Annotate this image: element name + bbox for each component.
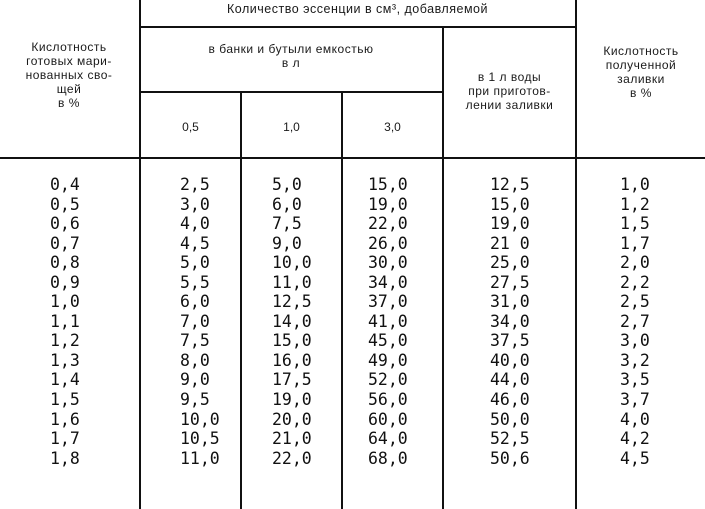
divider-col3: [341, 92, 343, 509]
cell-result-acidity: 3,5: [620, 370, 650, 390]
cell-result-acidity: 1,2: [620, 194, 650, 214]
rule-header-bottom: [0, 157, 705, 159]
cell-result-acidity: 3,0: [620, 331, 650, 351]
cell-source-acidity: 0,9: [50, 272, 80, 292]
cell-jar-3-0: 30,0: [368, 253, 408, 273]
cell-result-acidity: 3,2: [620, 350, 650, 370]
cell-jar-1-0: 9,0: [272, 233, 302, 253]
cell-jar-1-0: 15,0: [272, 331, 312, 351]
cell-water: 31,0: [490, 292, 530, 312]
cell-jar-0-5: 2,5: [180, 175, 210, 194]
cell-water: 12,5: [490, 175, 530, 194]
cell-source-acidity: 1,5: [50, 390, 80, 410]
cell-result-acidity: 2,2: [620, 272, 650, 292]
cell-water: 25,0: [490, 253, 530, 273]
cell-result-acidity: 1,7: [620, 233, 650, 253]
cell-jar-0-5: 7,5: [180, 331, 210, 351]
cell-result-acidity: 1,0: [620, 175, 650, 194]
cell-result-acidity: 2,0: [620, 253, 650, 273]
cell-jar-1-0: 21,0: [272, 429, 312, 449]
cell-water: 34,0: [490, 311, 530, 331]
cell-jar-1-0: 11,0: [272, 272, 312, 292]
cell-result-acidity: 3,7: [620, 390, 650, 410]
cell-jar-1-0: 6,0: [272, 194, 302, 214]
cell-water: 46,0: [490, 390, 530, 410]
header-source-acidity: Кислотность готовых мари- нованных сво- щей в %: [25, 40, 113, 110]
group-title: Количество эссенции в см³, добавляемой: [227, 2, 488, 16]
cell-water: 52,5: [490, 429, 530, 449]
cell-jar-0-5: 4,5: [180, 233, 210, 253]
cell-result-acidity: 4,2: [620, 429, 650, 449]
column-jar-0-5: [180, 175, 220, 468]
cell-result-acidity: 2,5: [620, 292, 650, 312]
cell-water: 37,5: [490, 331, 530, 351]
column-result-acidity: [620, 175, 650, 468]
cell-jar-0-5: 4,0: [180, 214, 210, 234]
cell-jar-3-0: 22,0: [368, 214, 408, 234]
header-water: в 1 л воды при приготов- лении заливки: [465, 70, 554, 112]
cell-source-acidity: 1,6: [50, 409, 80, 429]
cell-jar-3-0: 52,0: [368, 370, 408, 390]
cell-jar-3-0: 37,0: [368, 292, 408, 312]
cell-source-acidity: 0,4: [50, 175, 80, 194]
cell-water: 50,0: [490, 409, 530, 429]
header-size-1-0: 1,0: [283, 120, 300, 134]
cell-jar-0-5: 6,0: [180, 292, 210, 312]
cell-jar-0-5: 10,0: [180, 409, 220, 429]
cell-source-acidity: 0,8: [50, 253, 80, 273]
cell-source-acidity: 1,8: [50, 448, 80, 468]
cell-jar-3-0: 45,0: [368, 331, 408, 351]
cell-jar-3-0: 49,0: [368, 350, 408, 370]
cell-jar-1-0: 10,0: [272, 253, 312, 273]
cell-jar-3-0: 19,0: [368, 194, 408, 214]
cell-jar-0-5: 11,0: [180, 448, 220, 468]
cell-jar-3-0: 15,0: [368, 175, 408, 194]
rule-group-title: [139, 26, 577, 28]
header-size-0-5: 0,5: [182, 120, 199, 134]
cell-jar-3-0: 56,0: [368, 390, 408, 410]
cell-source-acidity: 1,0: [50, 292, 80, 312]
cell-water: 40,0: [490, 350, 530, 370]
cell-water: 50,6: [490, 448, 530, 468]
cell-source-acidity: 0,5: [50, 194, 80, 214]
cell-result-acidity: 4,5: [620, 448, 650, 468]
cell-jar-3-0: 41,0: [368, 311, 408, 331]
cell-source-acidity: 1,3: [50, 350, 80, 370]
cell-jar-0-5: 9,0: [180, 370, 210, 390]
cell-jar-1-0: 20,0: [272, 409, 312, 429]
cell-jar-1-0: 7,5: [272, 214, 302, 234]
divider-col1: [139, 0, 141, 509]
cell-jar-3-0: 68,0: [368, 448, 408, 468]
column-jar-3-0: [368, 175, 408, 468]
cell-jar-0-5: 3,0: [180, 194, 210, 214]
cell-jar-0-5: 5,0: [180, 253, 210, 273]
cell-source-acidity: 0,6: [50, 214, 80, 234]
cell-jar-0-5: 9,5: [180, 390, 210, 410]
cell-result-acidity: 1,5: [620, 214, 650, 234]
divider-col2: [240, 92, 242, 509]
cell-source-acidity: 1,1: [50, 311, 80, 331]
cell-jar-1-0: 5,0: [272, 175, 302, 194]
cell-source-acidity: 1,4: [50, 370, 80, 390]
cell-jar-1-0: 17,5: [272, 370, 312, 390]
header-result-acidity: Кислотность полученной заливки в %: [603, 44, 679, 100]
cell-jar-0-5: 7,0: [180, 311, 210, 331]
cell-jar-1-0: 22,0: [272, 448, 312, 468]
cell-jar-0-5: 5,5: [180, 272, 210, 292]
cell-source-acidity: 1,2: [50, 331, 80, 351]
cell-jar-3-0: 64,0: [368, 429, 408, 449]
cell-water: 19,0: [490, 214, 530, 234]
cell-jar-0-5: 10,5: [180, 429, 220, 449]
header-jars: в банки и бутыли емкостью в л: [208, 42, 374, 70]
rule-sizes: [139, 91, 444, 93]
cell-jar-1-0: 14,0: [272, 311, 312, 331]
cell-jar-3-0: 60,0: [368, 409, 408, 429]
cell-jar-3-0: 34,0: [368, 272, 408, 292]
cell-result-acidity: 4,0: [620, 409, 650, 429]
cell-source-acidity: 1,7: [50, 429, 80, 449]
column-source-acidity: [50, 175, 80, 468]
cell-jar-0-5: 8,0: [180, 350, 210, 370]
cell-water: 15,0: [490, 194, 530, 214]
cell-result-acidity: 2,7: [620, 311, 650, 331]
column-water: [490, 175, 530, 468]
cell-water: 21 0: [490, 233, 530, 253]
header-size-3-0: 3,0: [384, 120, 401, 134]
cell-jar-1-0: 16,0: [272, 350, 312, 370]
cell-water: 44,0: [490, 370, 530, 390]
cell-source-acidity: 0,7: [50, 233, 80, 253]
cell-jar-1-0: 12,5: [272, 292, 312, 312]
cell-jar-1-0: 19,0: [272, 390, 312, 410]
column-jar-1-0: [272, 175, 312, 468]
cell-water: 27,5: [490, 272, 530, 292]
cell-jar-3-0: 26,0: [368, 233, 408, 253]
